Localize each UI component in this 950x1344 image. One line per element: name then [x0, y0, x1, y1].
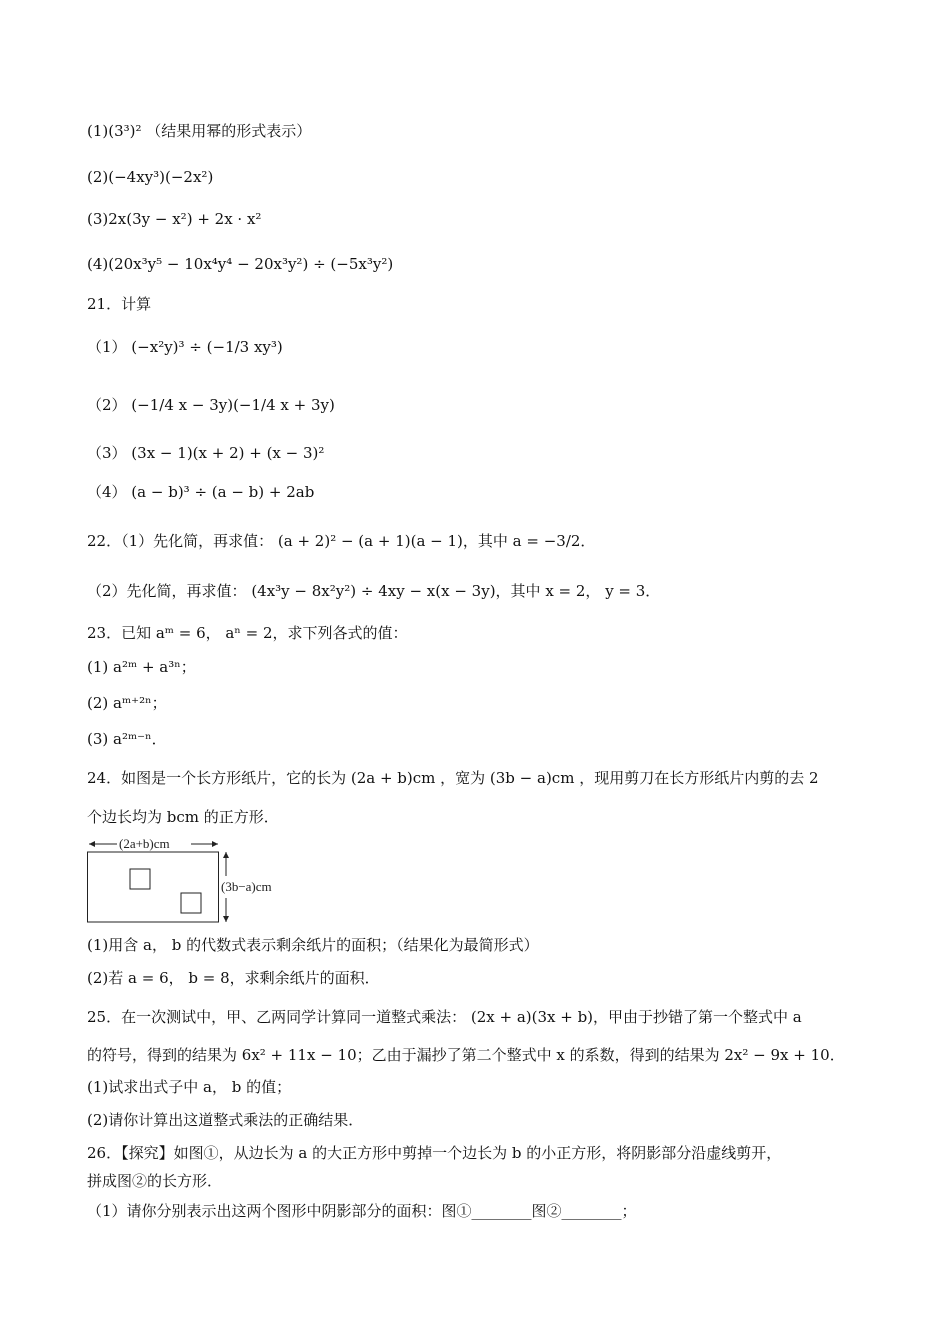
line-12: 23．已知 aᵐ = 6， aⁿ = 2，求下列各式的值： — [87, 624, 408, 642]
length-arrow-right-head — [212, 841, 218, 847]
line-22: (1)试求出式子中 a， b 的值； — [87, 1078, 292, 1096]
line-17: 个边长均为 bcm 的正方形． — [87, 808, 279, 826]
line-7: （2） (−1/4 x − 3y)(−1/4 x + 3y) — [87, 396, 335, 414]
line-2: (2)(−4xy³)(−2x²) — [87, 168, 214, 186]
length-label: (2a+b)cm — [119, 836, 170, 851]
line-15: (3) a²ᵐ⁻ⁿ． — [87, 730, 167, 748]
line-8: （3） (3x − 1)(x + 2) + (x − 3)² — [87, 444, 325, 462]
cut-square-2 — [181, 893, 201, 913]
line-1: (1)(3³)² （结果用幂的形式表示） — [87, 122, 312, 140]
line-13: (1) a²ᵐ + a³ⁿ； — [87, 658, 196, 676]
length-arrow-left-head — [89, 841, 95, 847]
rectangle-figure — [87, 836, 307, 928]
line-10: 22．（1）先化简，再求值： (a + 2)² − (a + 1)(a − 1)，其中 a = −3/2． — [87, 532, 596, 550]
line-16: 24．如图是一个长方形纸片，它的长为 (2a + b)cm ，宽为 (3b − a)cm ，现用剪刀在长方形纸片内剪的去 2 — [87, 769, 819, 787]
line-24: 26．【探究】如图①，从边长为 a 的大正方形中剪掉一个边长为 b 的小正方形，将阴影部分沿虚线剪开， — [87, 1144, 782, 1162]
line-14: (2) aᵐ⁺²ⁿ； — [87, 694, 167, 712]
line-9: （4） (a − b)³ ÷ (a − b) + 2ab — [87, 483, 315, 501]
width-label: (3b−a)cm — [221, 879, 272, 894]
paper-rectangle — [88, 852, 219, 922]
line-19: (2)若 a = 6， b = 8，求剩余纸片的面积． — [87, 969, 380, 987]
rectangle-figure-svg — [87, 836, 307, 928]
line-11: （2）先化简，再求值： (4x³y − 8x²y²) ÷ 4xy − x(x − 3y)，其中 x = 2， y = 3． — [87, 582, 661, 600]
cut-square-1 — [130, 869, 150, 889]
line-5: 21．计算 — [87, 295, 152, 313]
line-18: (1)用含 a， b 的代数式表示剩余纸片的面积；（结果化为最简形式） — [87, 936, 539, 954]
line-21: 的符号，得到的结果为 6x² + 11x − 10；乙由于漏抄了第二个整式中 x 的系数，得到的结果为 2x² − 9x + 10． — [87, 1046, 845, 1064]
line-20: 25．在一次测试中，甲、乙两同学计算同一道整式乘法： (2x + a)(3x + b)，甲由于抄错了第一个整式中 a — [87, 1008, 802, 1026]
line-25: 拼成图②的长方形． — [87, 1172, 223, 1190]
line-6: （1） (−x²y)³ ÷ (−1/3 xy³) — [87, 338, 283, 356]
width-arrow-top-head — [223, 852, 229, 858]
line-23: (2)请你计算出这道整式乘法的正确结果． — [87, 1111, 364, 1129]
width-arrow-bottom-head — [223, 916, 229, 922]
line-26: （1）请你分别表示出这两个图形中阴影部分的面积：图①________图②________； — [87, 1202, 637, 1220]
line-3: (3)2x(3y − x²) + 2x · x² — [87, 210, 262, 228]
line-4: (4)(20x³y⁵ − 10x⁴y⁴ − 20x³y²) ÷ (−5x³y²) — [87, 255, 394, 273]
